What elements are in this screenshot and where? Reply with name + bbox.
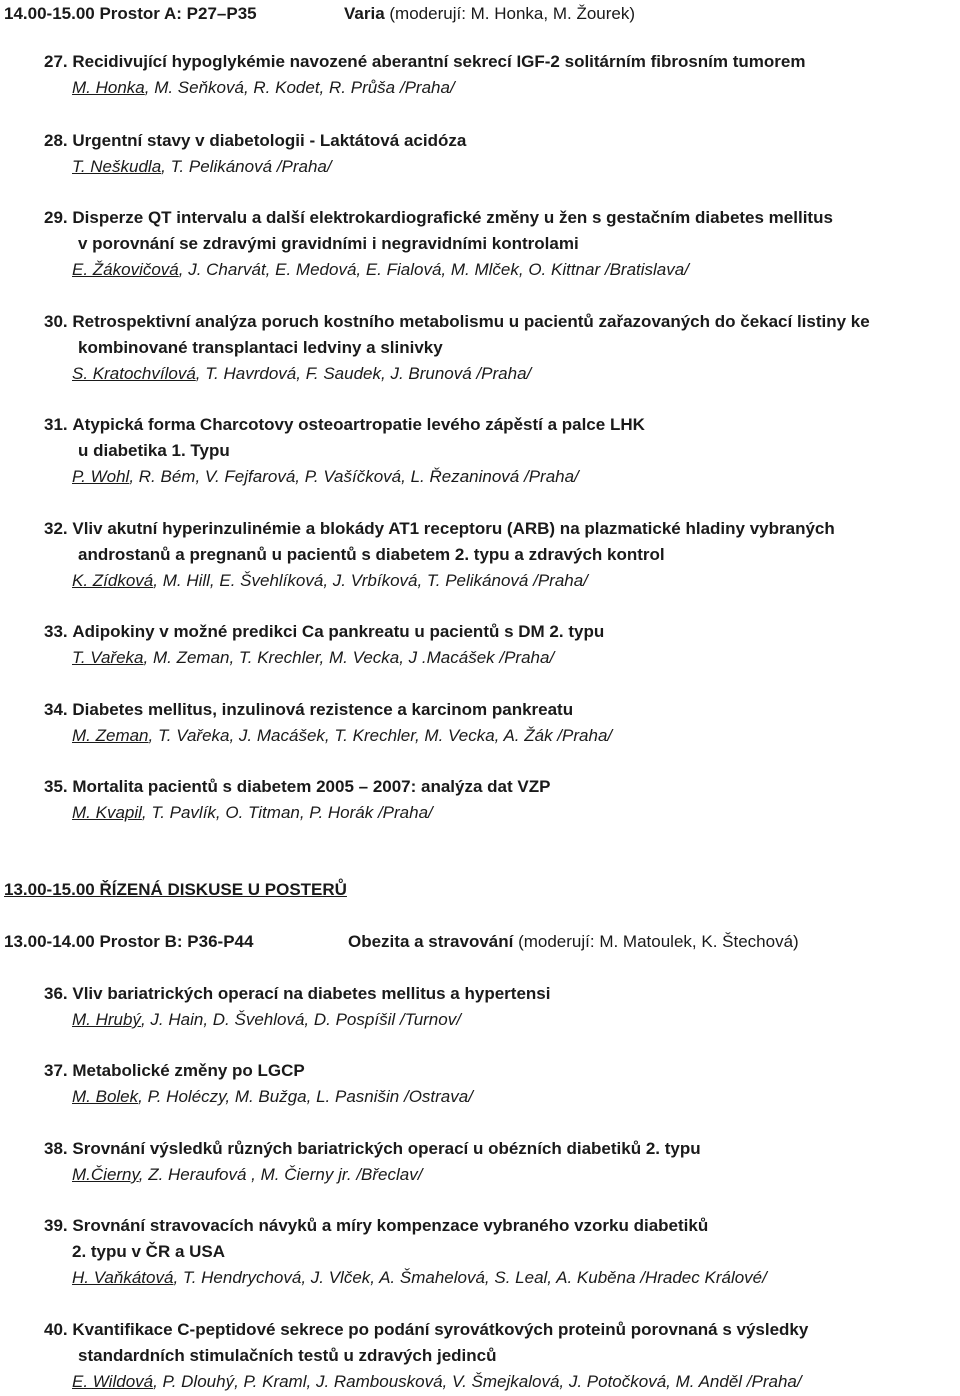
abstract-30-title	[44, 311, 870, 333]
co-authors: , M. Zeman, T. Krechler, M. Vecka, J .Macášek /Praha/	[143, 648, 555, 667]
abstract-33-authors	[72, 647, 554, 669]
co-authors: , T. Pelikánová /Praha/	[161, 157, 332, 176]
abstract-37-title	[44, 1060, 305, 1082]
abstract-title-line: Mortalita pacientů s diabetem 2005 – 2007: analýza dat VZP	[72, 777, 551, 796]
abstract-number: 33.	[44, 622, 68, 641]
abstract-27-title	[44, 51, 805, 73]
abstract-34-authors	[72, 725, 612, 747]
session-a-header	[344, 3, 635, 25]
abstract-title-line: Metabolické změny po LGCP	[72, 1061, 305, 1080]
abstract-title-line: Disperze QT intervalu a další elektrokardiografické změny u žen s gestačním diabetes mellitus	[72, 208, 833, 227]
co-authors: , P. Dlouhý, P. Kraml, J. Rambousková, V. Šmejkalová, J. Potočková, M. Anděl /Praha/	[153, 1372, 802, 1391]
abstract-number: 31.	[44, 415, 68, 434]
first-author: M. Honka	[72, 78, 145, 97]
abstract-number: 35.	[44, 777, 68, 796]
abstract-29-authors	[72, 259, 689, 281]
abstract-title-line: Vliv bariatrických operací na diabetes mellitus a hypertensi	[72, 984, 551, 1003]
first-author: P. Wohl	[72, 467, 130, 486]
first-author: H. Vaňkátová	[72, 1268, 174, 1287]
abstract-39-title	[44, 1215, 708, 1237]
first-author: M.Čierny	[72, 1165, 139, 1184]
first-author: M. Kvapil	[72, 803, 142, 822]
abstract-number: 28.	[44, 131, 68, 150]
first-author: K. Zídková	[72, 571, 154, 590]
abstract-31-title-cont: u diabetika 1. Typu	[78, 441, 230, 460]
co-authors: , P. Holéczy, M. Bužga, L. Pasnišin /Ostrava/	[138, 1087, 473, 1106]
abstract-number: 27.	[44, 52, 68, 71]
session-b-topic: Obezita a stravování	[348, 932, 514, 951]
abstract-29-title-cont: v porovnání se zdravými gravidními i negravidními kontrolami	[78, 234, 579, 253]
abstract-number: 38.	[44, 1139, 68, 1158]
first-author: M. Hrubý	[72, 1010, 141, 1029]
first-author: T. Vařeka	[72, 648, 144, 667]
abstract-37-authors	[72, 1086, 473, 1108]
abstract-32-authors	[72, 570, 588, 592]
abstract-title-line: Kvantifikace C-peptidové sekrece po podání syrovátkových proteinů porovnaná s výsledky	[72, 1320, 809, 1339]
abstract-title-line: Atypická forma Charcotovy osteoartropatie levého zápěstí a palce LHK	[72, 415, 645, 434]
abstract-30-authors	[72, 363, 531, 385]
abstract-number: 32.	[44, 519, 68, 538]
session-b-moderators: (moderují: M. Matoulek, K. Štechová)	[518, 932, 799, 951]
abstract-title-line: Urgentní stavy v diabetologii - Laktátová acidóza	[72, 131, 467, 150]
abstract-title-line: Srovnání stravovacích návyků a míry kompenzace vybraného vzorku diabetiků	[72, 1216, 709, 1235]
co-authors: , J. Hain, D. Švehlová, D. Pospíšil /Turnov/	[140, 1010, 461, 1029]
co-authors: , T. Vařeka, J. Macášek, T. Krechler, M. Vecka, A. Žák /Praha/	[148, 726, 613, 745]
session-a-moderators: (moderují: M. Honka, M. Žourek)	[389, 4, 636, 23]
session-b-time-room: 13.00-14.00 Prostor B: P36-P44	[4, 932, 254, 951]
co-authors: , T. Havrdová, F. Saudek, J. Brunová /Praha/	[195, 364, 532, 383]
first-author: S. Kratochvílová	[72, 364, 196, 383]
abstract-31-title	[44, 414, 645, 436]
abstract-39-authors	[72, 1267, 767, 1289]
abstract-title-line: Recidivující hypoglykémie navozené aberantní sekrecí IGF-2 solitárním fibrosním tumorem	[72, 52, 806, 71]
discussion-heading: 13.00-15.00 ŘÍZENÁ DISKUSE U POSTERŮ	[4, 880, 347, 899]
abstract-33-title	[44, 621, 604, 643]
abstract-39-title-cont: 2. typu v ČR a USA	[72, 1242, 226, 1261]
abstract-title-line: Srovnání výsledků různých bariatrických operací u obézních diabetiků 2. typu	[72, 1139, 701, 1158]
abstract-30-title-cont: kombinované transplantaci ledviny a slinivky	[78, 338, 443, 357]
co-authors: , M. Seňková, R. Kodet, R. Průša /Praha/	[144, 78, 455, 97]
abstract-40-authors	[72, 1371, 802, 1393]
abstract-28-title	[44, 130, 466, 152]
first-author: M. Zeman	[72, 726, 149, 745]
session-b-header	[348, 931, 799, 953]
abstract-34-title	[44, 699, 573, 721]
abstract-number: 29.	[44, 208, 68, 227]
abstract-31-authors	[72, 466, 579, 488]
abstract-35-title	[44, 776, 550, 798]
co-authors: , Z. Heraufová , M. Čierny jr. /Břeclav/	[138, 1165, 423, 1184]
abstract-40-title	[44, 1319, 808, 1341]
abstract-title-line: Diabetes mellitus, inzulinová rezistence a karcinom pankreatu	[72, 700, 574, 719]
abstract-number: 34.	[44, 700, 68, 719]
abstract-number: 39.	[44, 1216, 68, 1235]
abstract-number: 40.	[44, 1320, 68, 1339]
abstract-title-line: Retrospektivní analýza poruch kostního metabolismu u pacientů zařazovaných do čekací listiny ke	[72, 312, 870, 331]
abstract-32-title-cont: androstanů a pregnanů u pacientů s diabetem 2. typu a zdravých kontrol	[78, 545, 665, 564]
abstract-title-line: Adipokiny v možné predikci Ca pankreatu u pacientů s DM 2. typu	[72, 622, 605, 641]
first-author: T. Neškudla	[72, 157, 162, 176]
first-author: E. Žákovičová	[72, 260, 179, 279]
co-authors: , J. Charvát, E. Medová, E. Fialová, M. Mlček, O. Kittnar /Bratislava/	[178, 260, 689, 279]
session-a-time-room: 14.00-15.00 Prostor A: P27–P35	[4, 4, 257, 23]
abstract-number: 37.	[44, 1061, 68, 1080]
abstract-27-authors	[72, 77, 455, 99]
co-authors: , T. Hendrychová, J. Vlček, A. Šmahelová, S. Leal, A. Kuběna /Hradec Králové/	[173, 1268, 767, 1287]
abstract-38-title	[44, 1138, 701, 1160]
abstract-35-authors	[72, 802, 433, 824]
abstract-number: 36.	[44, 984, 68, 1003]
abstract-29-title	[44, 207, 833, 229]
co-authors: , M. Hill, E. Švehlíková, J. Vrbíková, T. Pelikánová /Praha/	[153, 571, 588, 590]
abstract-36-title	[44, 983, 550, 1005]
co-authors: , R. Bém, V. Fejfarová, P. Vašíčková, L. Řezaninová /Praha/	[129, 467, 579, 486]
abstract-32-title	[44, 518, 835, 540]
abstract-38-authors	[72, 1164, 422, 1186]
abstract-number: 30.	[44, 312, 68, 331]
session-a-topic: Varia	[344, 4, 385, 23]
abstract-40-title-cont: standardních stimulačních testů u zdravých jedinců	[78, 1346, 497, 1365]
first-author: E. Wildová	[72, 1372, 154, 1391]
abstract-36-authors	[72, 1009, 461, 1031]
first-author: M. Bolek	[72, 1087, 139, 1106]
abstract-28-authors	[72, 156, 332, 178]
co-authors: , T. Pavlík, O. Titman, P. Horák /Praha/	[141, 803, 433, 822]
abstract-title-line: Vliv akutní hyperinzulinémie a blokády AT1 receptoru (ARB) na plazmatické hladiny vybraných	[72, 519, 835, 538]
